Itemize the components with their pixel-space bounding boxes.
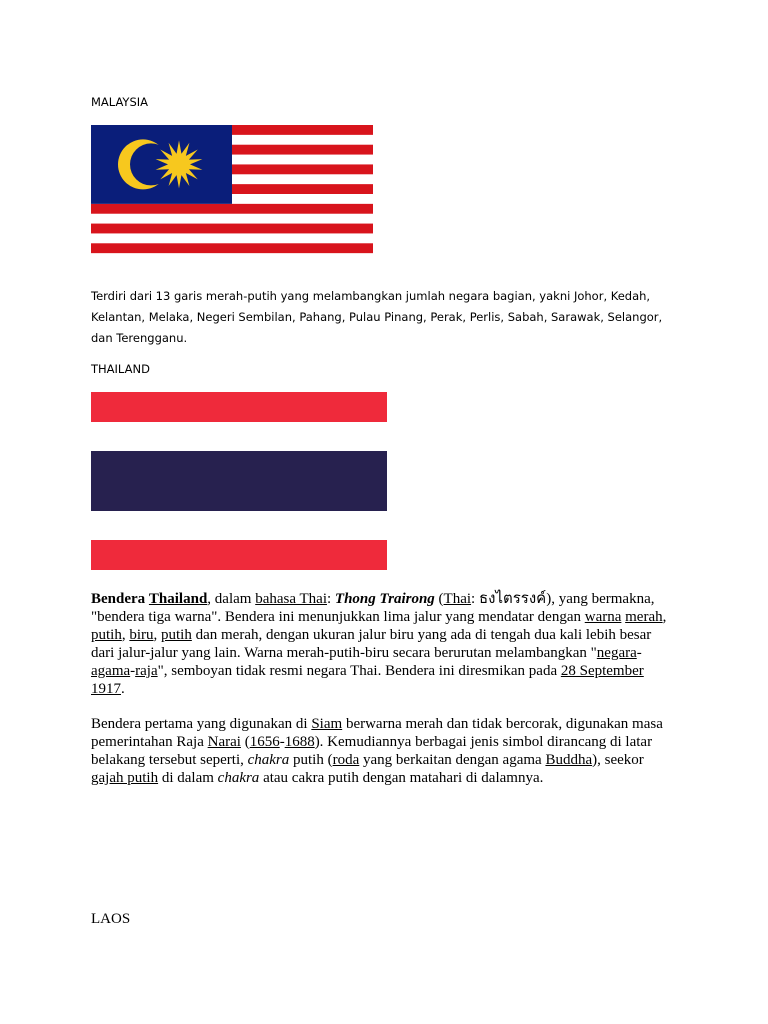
link-buddha[interactable]: Buddha — [545, 752, 593, 768]
thailand-paragraph-1: Bendera Thailand, dalam bahasa Thai: Thong Trairong (Thai: ธงไตรรงค์), yang bermakna, "bendera tiga warna". Bendera ini menunjukkan lima jalur yang mendatar dengan warna merah, putih, biru, putih dan merah, dengan ukuran jalur biru yang ada di tengah dua kali lebih besar dari jalur-jalur yang lain. Warna merah-putih-biru secara berurutan melambangkan "negara-agama-raja", semboyan tidak resmi negara Thai. Bendera ini diresmikan pada 28 September 1917. — [91, 591, 667, 697]
bendera-bold: Bendera — [91, 591, 146, 607]
heading-malaysia: MALAYSIA — [91, 95, 149, 109]
thailand-flag-white-stripe-2 — [91, 511, 387, 540]
thailand-paragraph-2: Bendera pertama yang digunakan di Siam berwarna merah dan tidak bercorak, digunakan masa pemerintahan Raja Narai (1656-1688). Kemudiannya berbagai jenis simbol dirancang di latar belakang tersebut seperti, chakra putih (roda yang berkaitan dengan agama Buddha), seekor gajah putih di dalam chakra atau cakra putih dengan matahari di dalamnya. — [91, 716, 663, 786]
link-1688[interactable]: 1688 — [284, 734, 315, 750]
malaysia-description: Terdiri dari 13 garis merah-putih yang melambangkan jumlah negara bagian, yakni Johor, Kedah, Kelantan, Melaka, Negeri Sembilan, Pahang, Pulau Pinang, Perak, Perlis, Sabah, Sarawak, Selangor, dan Terengganu. — [91, 289, 663, 345]
link-thailand[interactable]: Thailand — [148, 591, 208, 607]
thailand-flag-red-stripe-bottom — [91, 540, 387, 570]
malaysia-flag-red-stripe — [91, 204, 373, 214]
thong-trairong: Thong Trairong — [334, 591, 435, 607]
link-biru[interactable]: biru — [129, 627, 154, 643]
link-narai[interactable]: Narai — [207, 734, 241, 750]
heading-thailand: THAILAND — [91, 362, 150, 376]
link-warna[interactable]: warna — [584, 609, 622, 625]
malaysia-flag-red-stripe — [91, 243, 373, 253]
malaysia-flag — [91, 125, 373, 263]
link-putih[interactable]: putih — [91, 627, 122, 643]
heading-laos: LAOS — [91, 911, 131, 927]
link-bahasa-thai[interactable]: bahasa Thai — [255, 591, 327, 607]
malaysia-flag-red-stripe — [91, 224, 373, 234]
link-negara[interactable]: negara — [596, 645, 637, 661]
thailand-flag-white-stripe-1 — [91, 422, 387, 451]
link-28-september-1917[interactable]: 28 September 1917 — [91, 663, 644, 697]
link-putih-2[interactable]: putih — [161, 627, 192, 643]
link-roda[interactable]: roda — [332, 752, 360, 768]
link-raja[interactable]: raja — [135, 663, 158, 679]
link-siam[interactable]: Siam — [311, 716, 343, 732]
chakra-italic: chakra — [247, 752, 290, 768]
link-1656[interactable]: 1656 — [249, 734, 280, 750]
chakra-italic-2: chakra — [217, 770, 260, 786]
link-thai[interactable]: Thai — [443, 591, 472, 607]
malaysia-flag-crescent-cutout — [130, 143, 172, 185]
link-gajah-putih[interactable]: gajah putih — [91, 770, 159, 786]
link-agama[interactable]: agama — [91, 663, 131, 679]
link-merah[interactable]: merah — [625, 609, 663, 625]
thailand-flag-blue-stripe — [91, 451, 387, 511]
thailand-flag-red-stripe-top — [91, 392, 387, 422]
